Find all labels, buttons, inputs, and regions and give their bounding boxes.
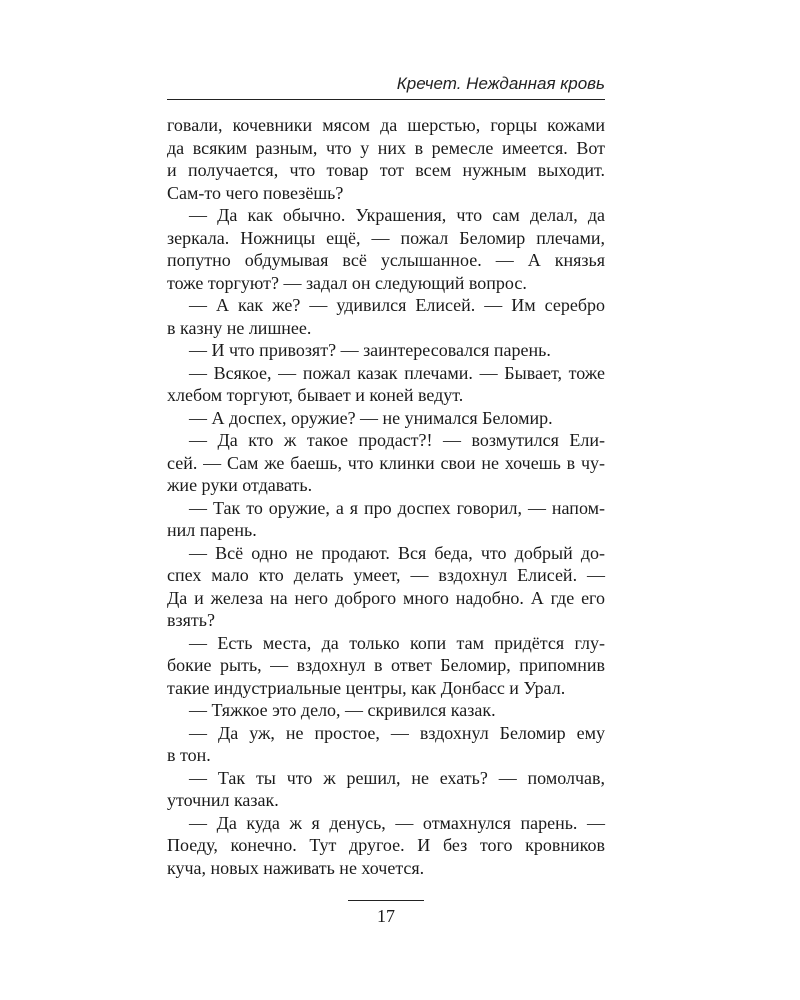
text-line: — А как же? — удивился Елисей. — Им серебро [189,295,605,315]
text-line: — Да уж, не простое, — вздохнул Беломир ему [189,722,605,743]
text-line: Поеду, конечно. Тут другое. И без того кровников [167,835,605,855]
page-number: 17 [377,906,395,926]
text-line: спех мало кто делать умеет, — вздохнул Елисей. — [167,565,605,585]
text-line: — Всё одно не продают. Вся беда, что добрый до- [189,542,605,563]
text-line: — Да как обычно. Украшения, что сам делал, да [189,205,605,225]
running-header: Кречет. Нежданная кровь [396,74,605,93]
text-line: в тон. [167,745,211,765]
text-line: — И что привозят? — заинтересовался парень. [189,340,551,360]
text-line: — Да кто ж такое продаст?! — возмутился Ели- [189,430,605,450]
text-line: — А доспех, оружие? — не унимался Беломир. [189,407,553,428]
text-line: говали, кочевники мясом да шерстью, горцы кожами [167,115,605,135]
text-line: в казну не лишнее. [167,317,312,338]
footer-divider [348,900,424,901]
text-line: тоже торгуют? — задал он следующий вопрос. [167,272,527,293]
text-line: зеркала. Ножницы ещё, — пожал Беломир плечами, [167,227,605,248]
text-line: — Тяжкое это дело, — скривился казак. [189,700,496,720]
page-body-text [167,114,605,879]
text-line: попутно обдумывая всё услышанное. — А князья [167,250,605,270]
text-line: — Да куда ж я денусь, — отмахнулся парень. — [189,812,605,833]
text-line: сей. — Сам же баешь, что клинки свои не хочешь в чу- [167,452,605,473]
text-line: — Так то оружие, а я про доспех говорил, — напом- [189,497,605,518]
text-line: — Есть места, да только копи там придётся глу- [189,632,605,653]
text-line: взять? [167,610,215,630]
text-line: нил парень. [167,520,257,540]
header-divider [167,99,605,100]
text-line: куча, новых наживать не хочется. [167,857,425,878]
text-line: Да и железа на него доброго много надобно. А где его [167,587,605,608]
text-line: такие индустриальные центры, как Донбасс и Урал. [167,677,566,698]
text-line: жие руки отдавать. [167,475,313,495]
text-line: бокие рыть, — вздохнул в ответ Беломир, припомнив [167,655,605,675]
text-line: да всяким разным, что у них в ремесле имеется. Вот [167,137,605,158]
text-line: уточнил казак. [167,790,279,810]
text-line: и получается, что товар тот всем нужным выходит. [167,160,605,180]
text-line: — Всякое, — пожал казак плечами. — Бывает, тоже [189,362,605,383]
text-line: Сам-то чего повезёшь? [167,182,344,203]
text-line: хлебом торгуют, бывает и коней ведут. [167,385,464,405]
text-line: — Так ты что ж решил, не ехать? — помолчав, [189,767,605,788]
